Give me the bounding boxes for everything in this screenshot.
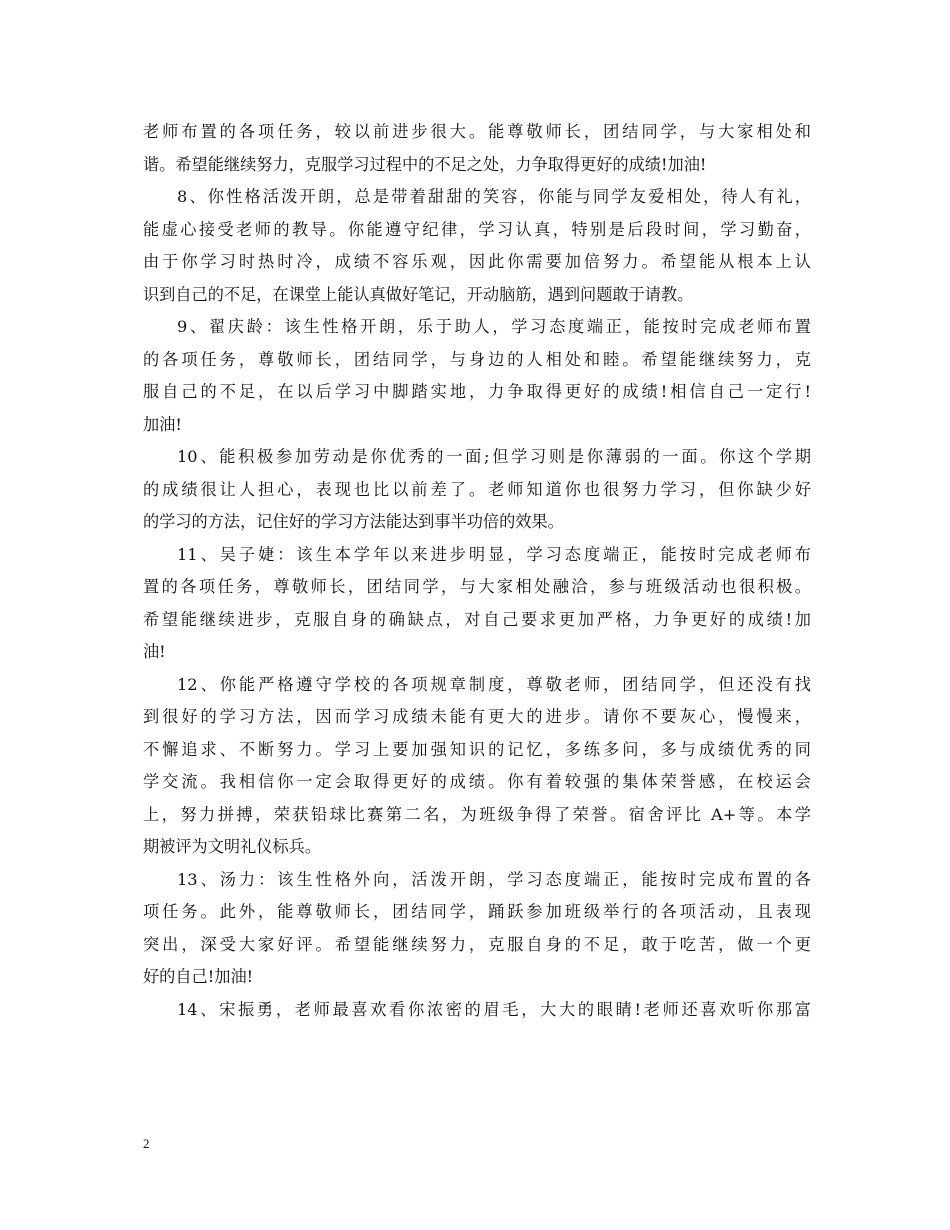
- paragraph-comment-13: [143, 864, 811, 994]
- text-line: 不懈追求、不断努力。学习上要加强知识的记忆，多练多问，多与成绩优秀的同: [143, 739, 811, 759]
- paragraph-continuation: [143, 116, 811, 181]
- page-number: 2: [143, 1136, 150, 1151]
- text-line: 识到自己的不足，在课堂上能认真做好笔记，开动脑筋，遇到问题敢于请教。: [143, 284, 694, 304]
- text-line: 13、汤力：该生性格外向，活泼开朗，学习态度端正，能按时完成布置的各: [177, 869, 811, 889]
- text-line: 11、吴子婕：该生本学年以来进步明显，学习态度端正，能按时完成老师布: [177, 544, 811, 564]
- text-line: 能虚心接受老师的教导。你能遵守纪律，学习认真，特别是后段时间，学习勤奋，: [143, 219, 811, 239]
- text-line: 8、你性格活泼开朗，总是带着甜甜的笑容，你能与同学友爱相处，待人有礼，: [177, 187, 811, 206]
- text-line: 的各项任务，尊敬师长，团结同学，与身边的人相处和睦。希望能继续努力，克: [143, 349, 811, 369]
- text-line: 14、宋振勇，老师最喜欢看你浓密的眉毛，大大的眼睛!老师还喜欢听你那富: [177, 999, 811, 1019]
- body-text: [143, 116, 811, 1026]
- text-line: 油!: [143, 642, 166, 661]
- text-line: 服自己的不足，在以后学习中脚踏实地，力争取得更好的成绩!相信自己一定行!: [143, 382, 811, 401]
- paragraph-comment-14: [143, 994, 811, 1027]
- paragraph-comment-8: [143, 181, 811, 311]
- text-line: 由于你学习时热时冷，成绩不容乐观，因此你需要加倍努力。希望能从根本上认: [143, 252, 811, 271]
- text-line: 12、你能严格遵守学校的各项规章制度，尊敬老师，团结同学，但还没有找: [177, 674, 811, 694]
- paragraph-comment-12: [143, 669, 811, 864]
- text-line: 突出，深受大家好评。希望能继续努力，克服自身的不足，敢于吃苦，做一个更: [143, 934, 811, 954]
- paragraph-comment-10: [143, 441, 811, 539]
- text-line: 希望能继续进步，克服自身的确缺点，对自己要求更加严格，力争更好的成绩!加: [143, 609, 811, 629]
- text-line: 的学习的方法，记住好的学习方法能达到事半功倍的效果。: [143, 512, 564, 531]
- text-line: 好的自己!加油!: [143, 967, 254, 986]
- text-line: 的成绩很让人担心，表现也比以前差了。老师知道你也很努力学习，但你缺少好: [143, 479, 811, 499]
- text-line: 期被评为文明礼仪标兵。: [143, 837, 322, 856]
- text-line: 到很好的学习方法，因而学习成绩未能有更大的进步。请你不要灰心，慢慢来，: [143, 707, 811, 726]
- paragraph-comment-11: [143, 539, 811, 669]
- text-line: 老师布置的各项任务，较以前进步很大。能尊敬师长，团结同学，与大家相处和: [143, 122, 811, 141]
- text-line: 项任务。此外，能尊敬师长，团结同学，踊跃参加班级举行的各项活动，且表现: [143, 902, 811, 921]
- text-line: 9、翟庆龄：该生性格开朗，乐于助人，学习态度端正，能按时完成老师布置: [177, 317, 811, 336]
- text-line: 谐。希望能继续努力，克服学习过程中的不足之处，力争取得更好的成绩!加油!: [143, 154, 707, 174]
- text-line: 置的各项任务，尊敬师长，团结同学，与大家相处融洽，参与班级活动也很积极。: [143, 577, 811, 596]
- text-line: 上，努力拼搏，荣获铅球比赛第二名，为班级争得了荣誉。宿舍评比 A+等。本学: [143, 804, 811, 824]
- paragraph-comment-9: [143, 311, 811, 441]
- text-line: 加油!: [143, 414, 182, 434]
- text-line: 学交流。我相信你一定会取得更好的成绩。你有着较强的集体荣誉感，在校运会: [143, 772, 811, 791]
- text-line: 10、能积极参加劳动是你优秀的一面;但学习则是你薄弱的一面。你这个学期: [177, 447, 811, 466]
